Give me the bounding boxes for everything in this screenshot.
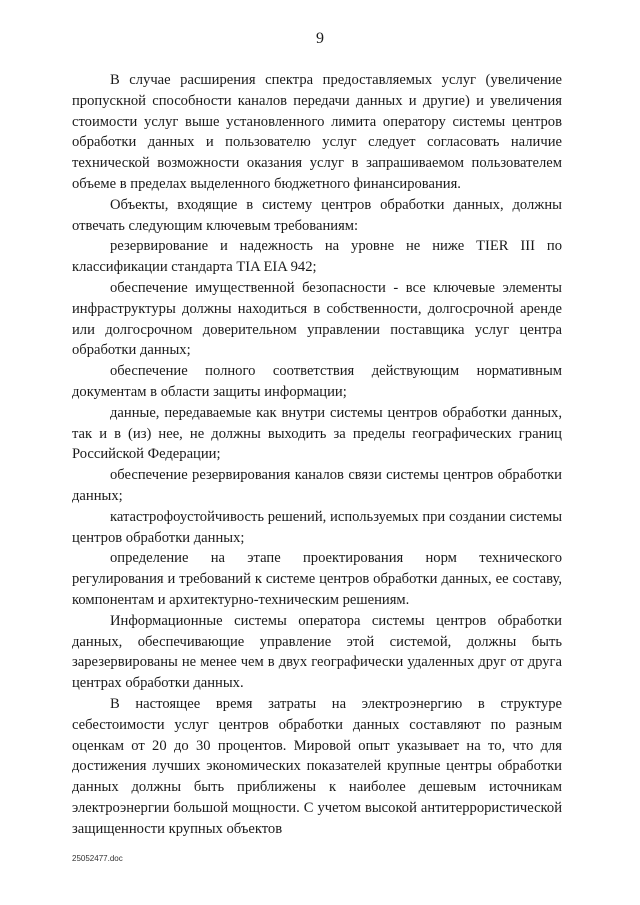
list-item-disaster-resilience: катастрофоустойчивость решений, используемых при создании системы центров обработки данных; — [72, 508, 562, 546]
footer-filename: 25052477.doc — [72, 854, 123, 863]
paragraph-requirements-intro: Объекты, входящие в систему центров обработки данных, должны отвечать следующим ключевым требованиям: — [72, 196, 562, 234]
list-item-data-borders: данные, передаваемые как внутри системы центров обработки данных, так и в (из) нее, не должны выходить за пределы географических границ Российской Федерации; — [72, 404, 562, 463]
paragraph-operator-systems: Информационные системы оператора системы центров обработки данных, обеспечивающие управление этой системой, должны быть зарезервированы не менее чем в двух географически удаленных друг от друга центрах обработки данных. — [72, 612, 562, 692]
document-body — [72, 70, 562, 839]
list-item-property-security: обеспечение имущественной безопасности - все ключевые элементы инфраструктуры должны находиться в собственности, долгосрочной аренде или долгосрочном доверительном управлении поставщика услуг центра обработки данных; — [72, 279, 562, 359]
page-number: 9 — [316, 30, 324, 47]
list-item-channel-redundancy: обеспечение резервирования каналов связи системы центров обработки данных; — [72, 467, 562, 504]
paragraph-service-expansion: В случае расширения спектра предоставляемых услуг (увеличение пропускной способности каналов передачи данных и другие) и увеличения стоимости услуг выше установленного лимита оператору системы центров обработки данных и пользователю услуг следует согласовать наличие технической возможности оказания услуг в запрашиваемом пользователем объеме в пределах выделенного бюджетного финансирования. — [72, 72, 562, 192]
list-item-info-protection: обеспечение полного соответствия действующим нормативным документам в области защиты информации; — [72, 363, 562, 400]
list-item-design-norms: определение на этапе проектирования норм технического регулирования и требований к системе центров обработки данных, ее составу, компонентам и архитектурно-техническим решениям. — [72, 550, 562, 608]
paragraph-energy-costs: В настоящее время затраты на электроэнергию в структуре себестоимости услуг центров обработки данных составляют по разным оценкам от 20 до 30 процентов. Мировой опыт указывает на то, что для достижения лучших экономических показателей крупные центры обработки данных должны быть приближены к наиболее дешевым источникам электроэнергии большой мощности. С учетом высокой антитеррористической защищенности крупных объектов — [72, 695, 562, 837]
list-item-reliability-tier: резервирование и надежность на уровне не ниже TIER III по классификации стандарта TIA EIA 942; — [72, 238, 562, 276]
